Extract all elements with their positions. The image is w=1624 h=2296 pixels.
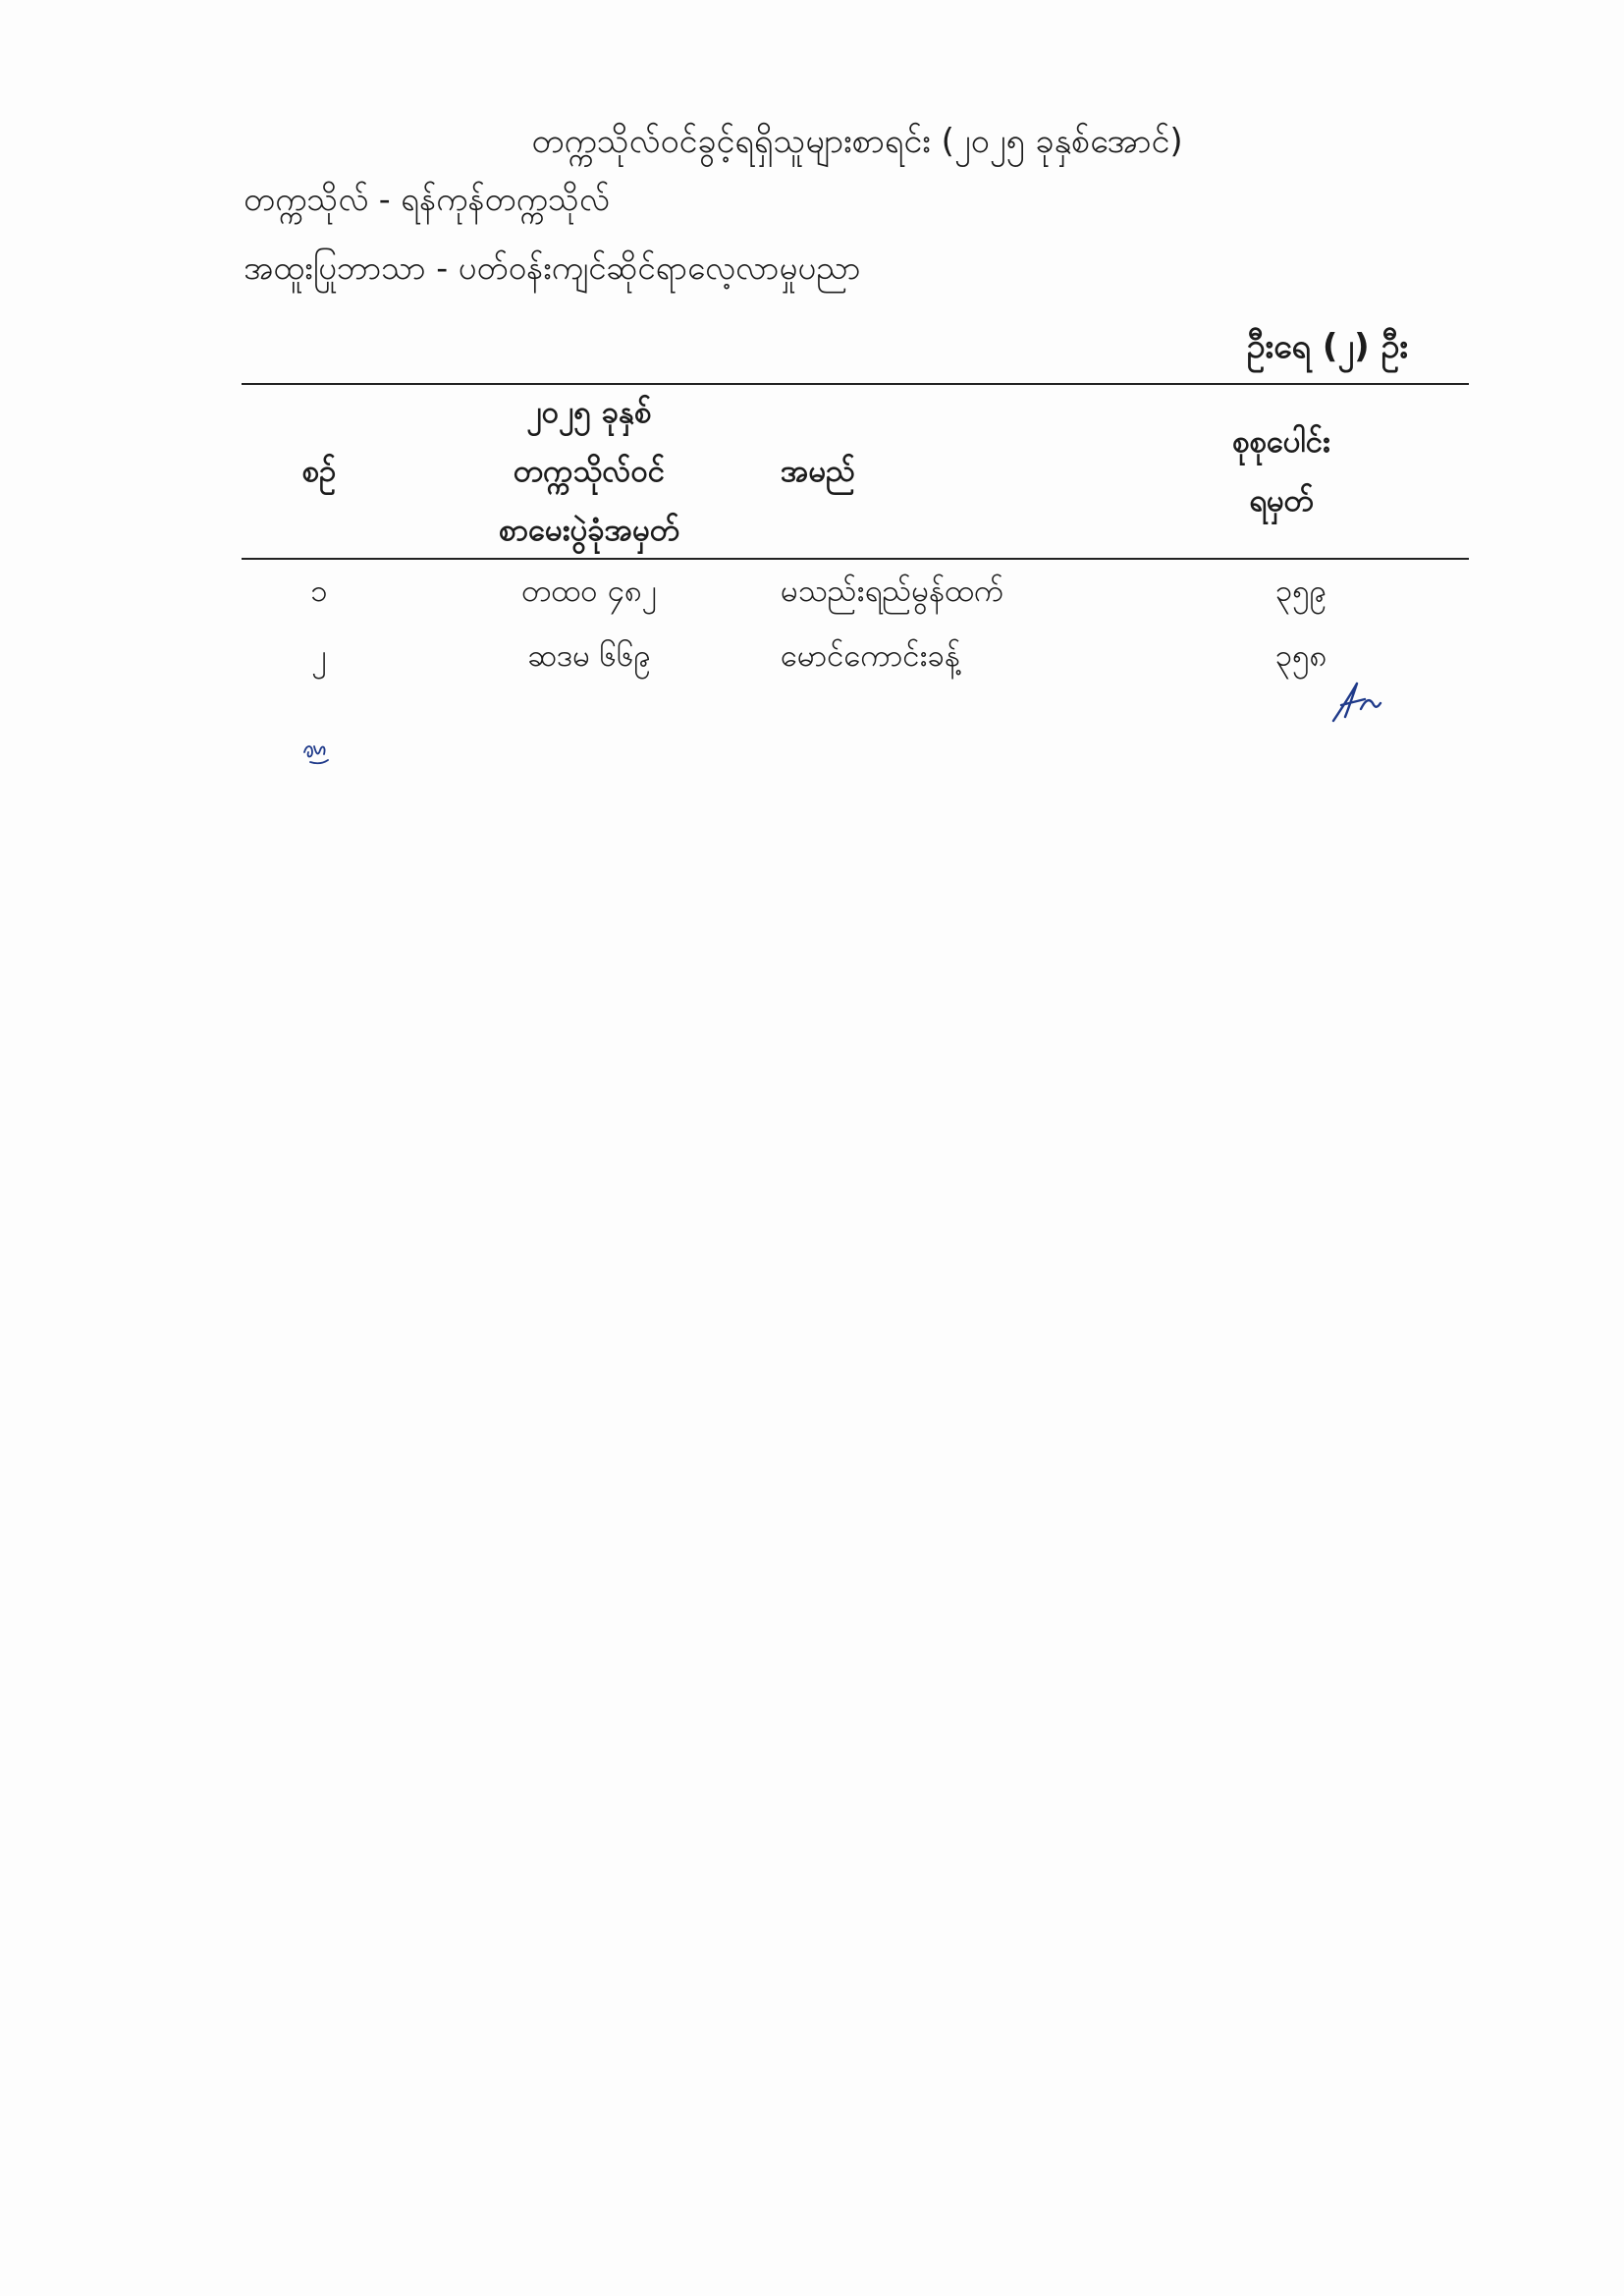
cell-name: မသည်းရည်မွန်ထက် <box>781 574 1004 609</box>
header-serial-no: စဉ် <box>301 454 337 489</box>
major-line: အထူးပြုဘာသာ - ပတ်ဝန်းကျင်ဆိုင်ရာလေ့လာမှုပညာ <box>244 248 861 287</box>
cell-name: မောင်ကောင်းခန့် <box>781 638 960 674</box>
header-name: အမည် <box>781 454 856 489</box>
cell-roll-number: ဆဒမ ၆၆၉ <box>526 638 651 674</box>
table-row <box>0 625 1624 687</box>
table-row <box>0 560 1624 623</box>
cell-roll-number: တထဝ ၄၈၂ <box>521 574 657 609</box>
header-roll-line2: တက္ကသိုလ်ဝင် <box>513 454 666 489</box>
header-marks-line1: စုစုပေါင်း <box>1232 424 1330 460</box>
cell-total-marks: ၃၅၈ <box>1274 638 1327 674</box>
header-marks-line2: ရမှတ် <box>1249 483 1314 519</box>
header-roll-line3: စာမေးပွဲခုံအမှတ် <box>498 513 680 548</box>
cell-serial-no: ၂ <box>311 638 327 674</box>
document-title: တက္ကသိုလ်ဝင်ခွင့်ရရှိသူများစာရင်း (၂၀၂၅ ခုနှစ်အောင်) <box>531 122 1183 161</box>
handwritten-signature-icon <box>1327 680 1384 725</box>
handwritten-initial-icon <box>300 735 332 768</box>
header-roll-number <box>432 383 746 560</box>
header-roll-line1: ၂၀၂၅ ခုနှစ် <box>526 395 652 430</box>
cell-serial-no: ၁ <box>310 574 328 609</box>
header-total-marks <box>1208 412 1355 530</box>
student-count: ဦးရေ (၂) ဦး <box>1246 327 1408 366</box>
university-line: တက္ကသိုလ် - ရန်ကုန်တက္ကသိုလ် <box>244 180 610 218</box>
table-top-rule <box>242 383 1469 385</box>
cell-total-marks: ၃၅၉ <box>1274 574 1327 609</box>
